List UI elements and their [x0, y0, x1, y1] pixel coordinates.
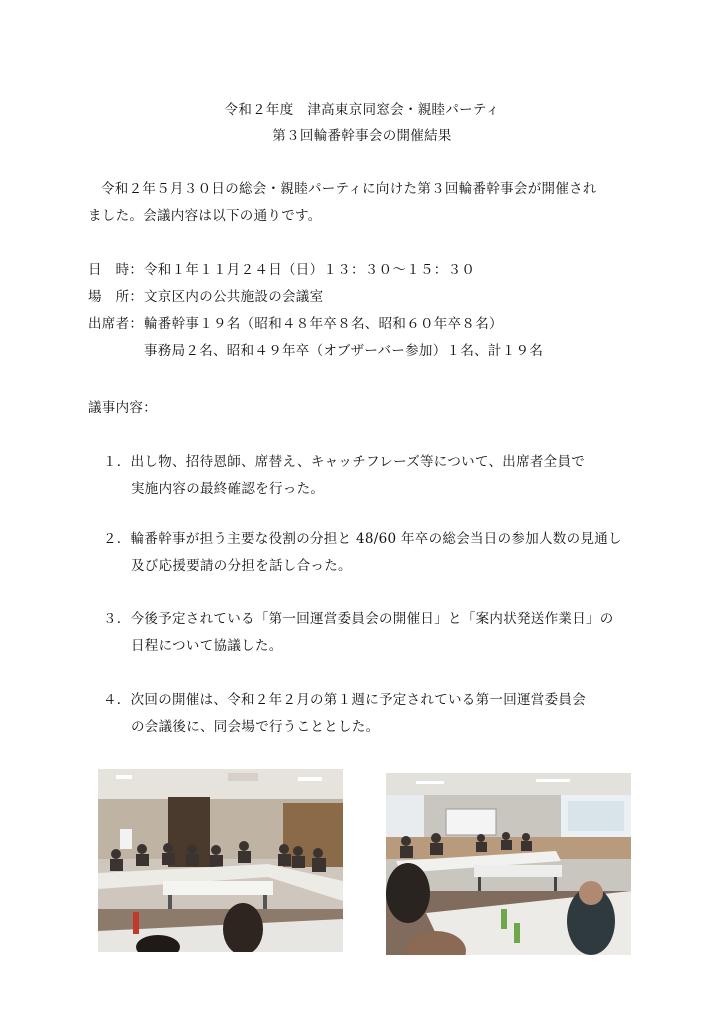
- intro-line-1: 令和２年５月３０日の総会・親睦パーティに向けた第３回輪番幹事会が開催され: [101, 181, 597, 197]
- agenda-item-3: [103, 610, 614, 628]
- agenda-item-4: [103, 691, 586, 709]
- attendees-label: 出席者：: [88, 316, 144, 332]
- agenda-item-number: ４．: [103, 692, 131, 708]
- meeting-photo-2: [386, 773, 631, 955]
- agenda-item-text: 出し物、招待恩師、席替え、キャッチフレーズ等について、出席者全員で: [130, 454, 586, 470]
- agenda-item-3-line-2: 日程について協議した。: [131, 638, 283, 654]
- agenda-item-2-line-2: 及び応援要請の分担を話し合った。: [131, 558, 352, 574]
- agenda-item-number: ３．: [103, 611, 131, 627]
- meeting-photo-1: [98, 769, 343, 952]
- attendees-value-2: 事務局２名、昭和４９年卒（オブザーバー参加）１名、計１９名: [144, 343, 544, 359]
- agenda-item-number: ２．: [103, 531, 131, 547]
- attendees-row: [88, 315, 503, 333]
- agenda-item-text: 次回の開催は、令和２年２月の第１週に予定されている第一回運営委員会: [130, 692, 587, 708]
- agenda-item-2: [103, 530, 622, 548]
- title-line-2: 第３回輪番幹事会の開催結果: [272, 128, 452, 144]
- place-row: [88, 288, 323, 306]
- agenda-item-text: 輪番幹事が担う主要な役割の分担と 48/60 年卒の総会当日の参加人数の見通し: [130, 531, 622, 547]
- agenda-item-1: [103, 453, 585, 471]
- agenda-item-number: １．: [103, 454, 131, 470]
- title-line-1: 令和２年度 津高東京同窓会・親睦パーティ: [224, 102, 500, 118]
- meeting-photo-1-image: [98, 769, 343, 952]
- intro-line-2: ました。会議内容は以下の通りです。: [88, 208, 322, 224]
- place-value: 文京区内の公共施設の会議室: [144, 289, 324, 305]
- date-value: 令和１年１１月２４日（日）１３：３０～１５：３０: [144, 262, 476, 278]
- attendees-value-1: 輪番幹事１９名（昭和４８年卒８名、昭和６０年卒８名）: [144, 316, 503, 332]
- place-label: 場 所：: [88, 289, 144, 305]
- date-label: 日 時：: [88, 262, 144, 278]
- agenda-item-4-line-2: の会議後に、同会場で行うこととした。: [131, 719, 380, 735]
- date-row: [88, 261, 475, 279]
- agenda-item-1-line-2: 実施内容の最終確認を行った。: [131, 481, 325, 497]
- agenda-heading: 議事内容：: [88, 400, 157, 416]
- agenda-item-text: 今後予定されている「第一回運営委員会の開催日」と「案内状発送作業日」の: [130, 611, 614, 627]
- meeting-photo-2-image: [386, 773, 631, 955]
